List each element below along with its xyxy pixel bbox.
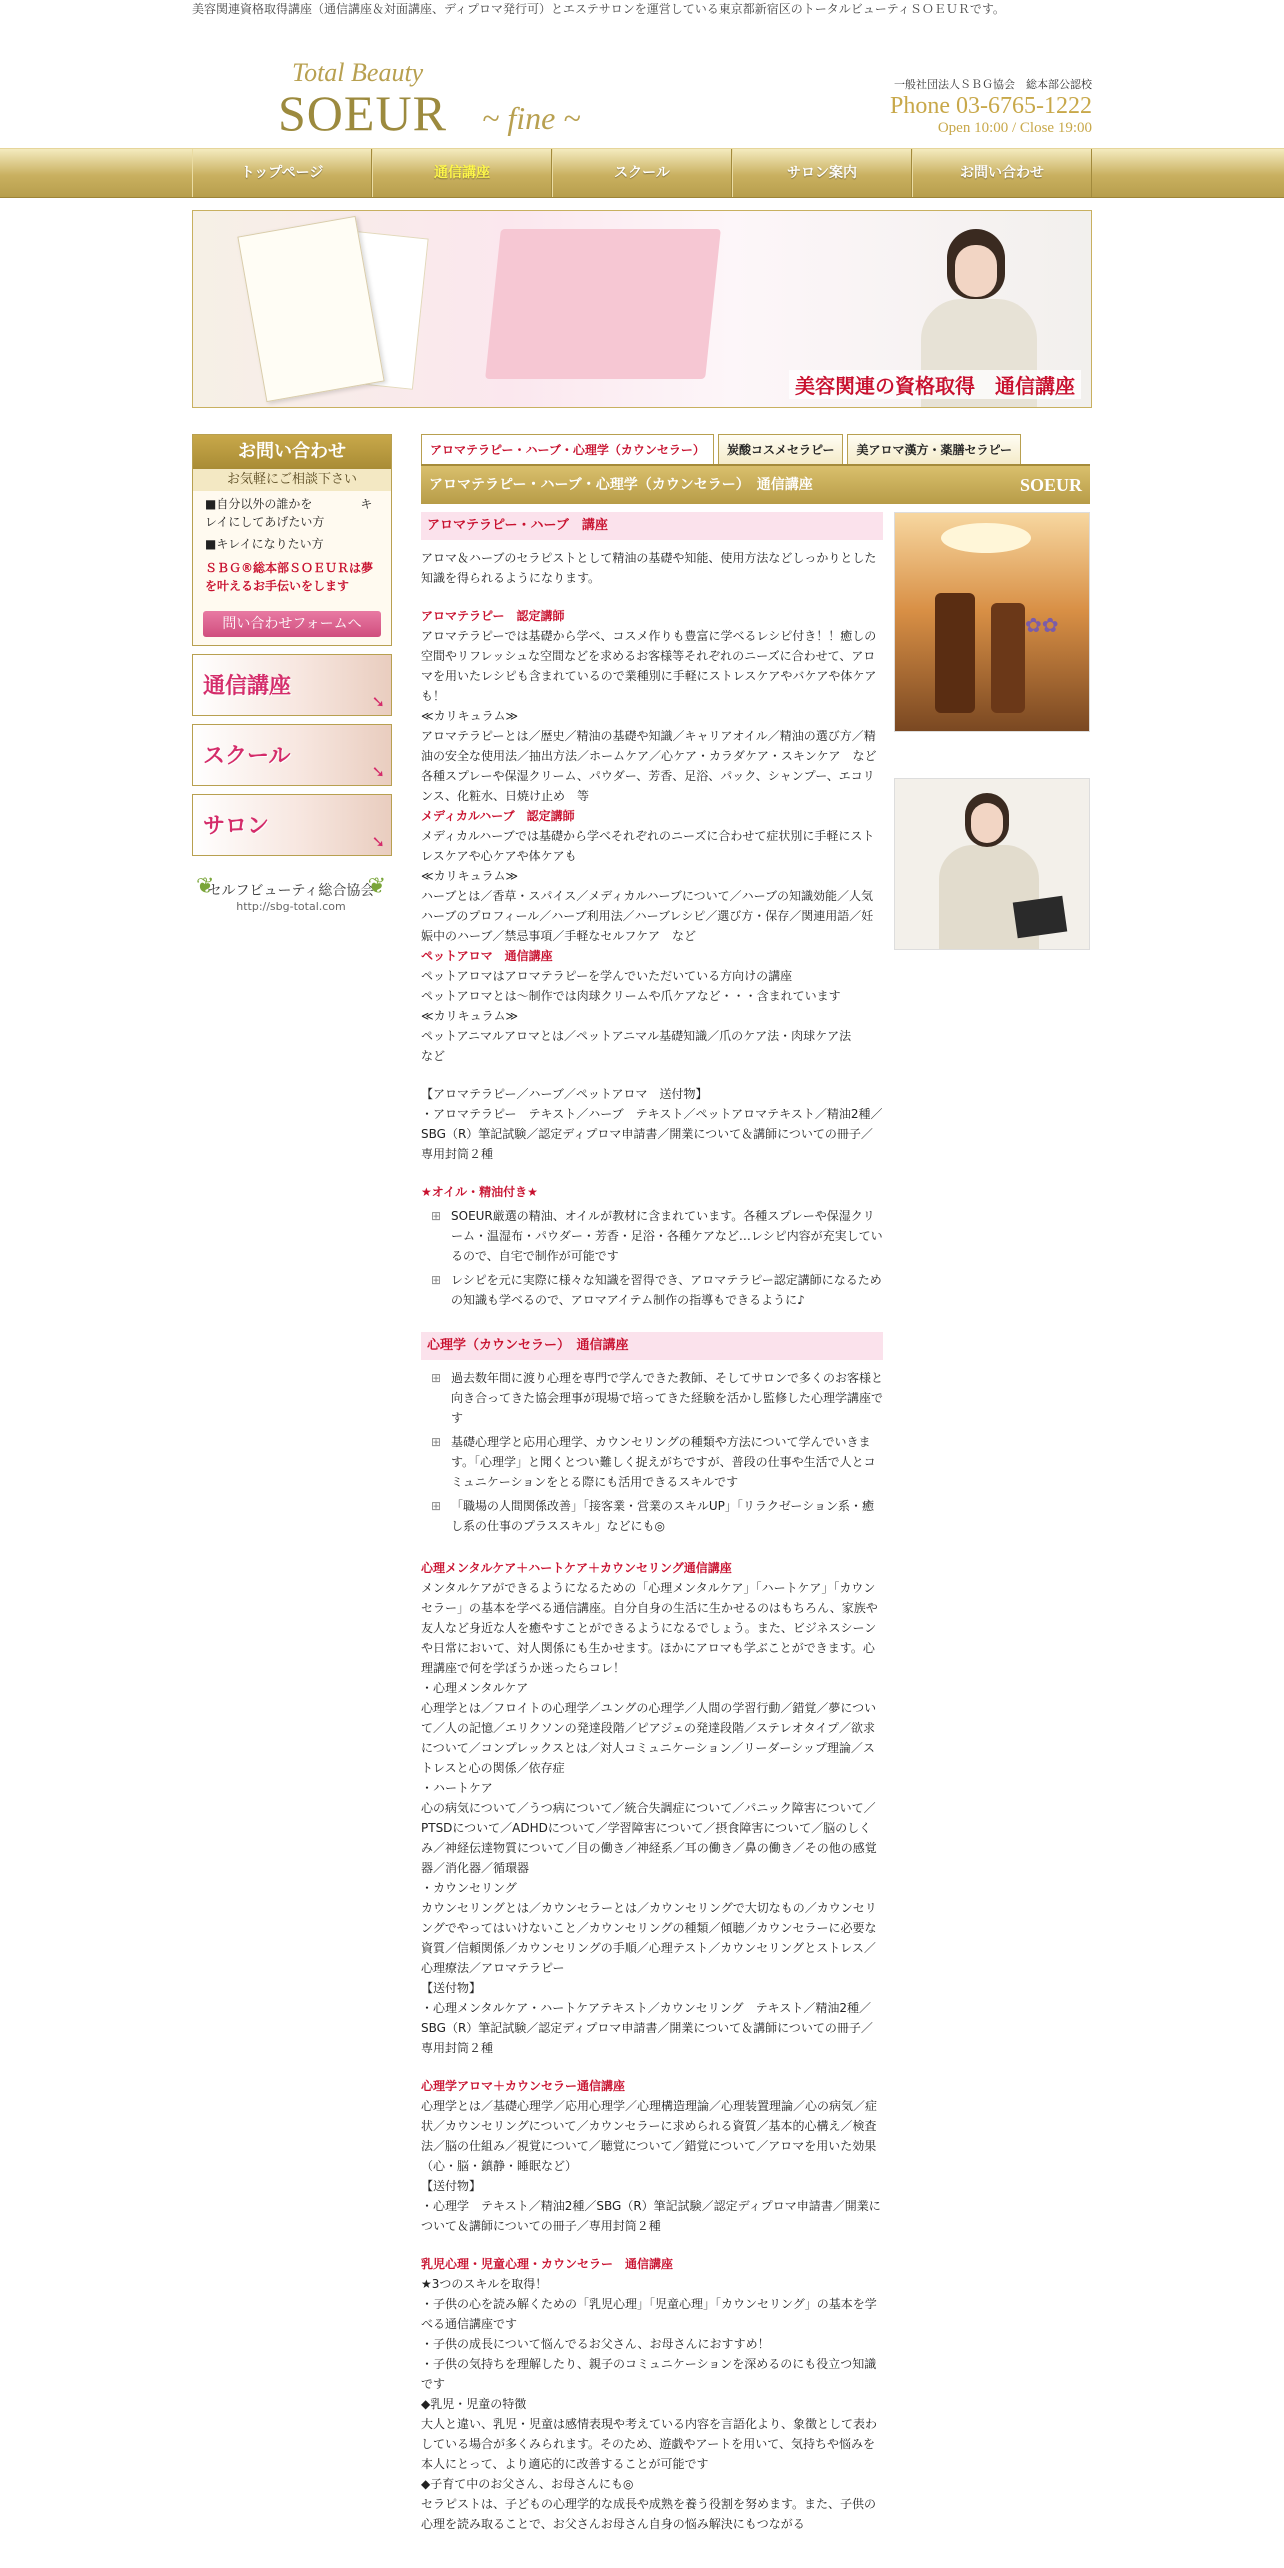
- title-logo-mark: SOEUR: [1019, 475, 1082, 495]
- section-heading-psychology: 心理学（カウンセラー） 通信講座: [421, 1332, 883, 1360]
- nav-salon[interactable]: サロン案内: [732, 149, 912, 197]
- inquiry-form-button[interactable]: 問い合わせフォームへ: [203, 611, 381, 637]
- tab-aroma-herb-psych[interactable]: アロマテラピー・ハーブ・心理学（カウンセラー）: [421, 434, 714, 464]
- association-name: セルフビューティ総合協会: [207, 883, 375, 899]
- header-hours: Open 10:00 / Close 19:00: [937, 120, 1092, 136]
- pet-aroma-body: ペットアロマはアロマテラピーを学んでいただいている方向けの講座 ペットアロマとは～制作では肉球クリームや爪ケアなど・・・含まれています ≪カリキュラム≫ ペットアニマルアロマとは／ペットアニマル基礎知識／爪のケア法・肉球ケア法 など: [421, 969, 852, 1063]
- aroma-intro: アロマ＆ハーブのセラピストとして精油の基礎や知能、使用方法などしっかりとした知識を得られるようになります。: [421, 551, 877, 585]
- aroma-oil-photo: [894, 512, 1090, 732]
- inquiry-subtitle: お気軽にご相談下さい: [193, 469, 391, 491]
- cosmetics-image: [485, 229, 721, 379]
- oil-included-heading: ★オイル・精油付き★: [421, 1185, 538, 1199]
- laurel-left-icon: ❦: [196, 874, 215, 899]
- logo-soeur: SOEUR: [278, 85, 447, 141]
- herb-instructor-heading: メディカルハーブ 認定講師: [421, 809, 575, 823]
- global-nav: [0, 148, 1284, 198]
- oil-feature-list: [421, 1206, 883, 1310]
- inquiry-line-1: ■自分以外の誰かを キレイにしてあげたい方: [205, 497, 373, 529]
- mental-care-heading: 心理メンタルケア＋ハートケア＋カウンセリング通信講座: [421, 1561, 732, 1575]
- main-content: [421, 434, 1090, 2534]
- arrow-icon: ➘: [371, 762, 385, 781]
- sidebar-button-salon[interactable]: [192, 794, 392, 856]
- child-psych-body: ★3つのスキルを取得！ ・子供の心を読み解くための「乳児心理」「児童心理」「カウンセリング」の基本を学べる通信講座です ・子供の成長について悩んでるお父さん、お母さんにおすすめ！ ・子供の気持ちを理解したり、親子のコミュニケーションを深めるのにも役立つ知識です ◆乳児・児童の特徴 大人と違い、乳児・児童は感情表現や考えている内容を言語化より、象徴として表わしている場合が多くみられます。そのため、遊戯やアートを用いて、気持ちや悩みを本人にとって、より適応的に改善することが可能です ◆子育て中のお父さん、お母さんにも◎ セラピストは、子どもの心理学的な成長や成熟を養う役割を努めます。また、子供の心理を読み取ることで、お父さんお母さん自身の悩み解決にもつながる: [421, 2277, 878, 2531]
- section-heading-aroma: アロマテラピー・ハーブ 講座: [421, 512, 883, 540]
- nav-contact[interactable]: お問い合わせ: [912, 149, 1092, 197]
- logo-fine: ~ fine ~: [482, 100, 581, 136]
- sidebar-button-label: 通信講座: [203, 674, 292, 699]
- nav-school[interactable]: スクール: [552, 149, 732, 197]
- inquiry-box: [192, 434, 392, 646]
- arrow-icon: ➘: [371, 692, 385, 711]
- sidebar-button-label: スクール: [203, 744, 291, 769]
- course-content: [421, 512, 1090, 2534]
- aroma-shipping-items: 【アロマテラピー／ハーブ／ペットアロマ 送付物】 ・アロマテラピー テキスト／ハーブ テキスト／ペットアロマテキスト／精油2種／SBG（R）筆記試験／認定ディプロマ申請書／開業について＆講師についての冊子／専用封筒２種: [421, 1087, 883, 1161]
- list-item: ⊞ 過去数年間に渡り心理を専門で学んできた教師、そしてサロンで多くのお客様と向き合ってきた協会理事が現場で培ってきた経験を活かし監修した心理学講座です: [421, 1368, 883, 1428]
- aroma-instructor-body: アロマテラピーでは基礎から学べ、コスメ作りも豊富に学べるレシピ付き！！癒しの空間やリフレッシュな空間などを求めるお客様等それぞれのニーズに合わせて、アロマを用いたレシピも含まれているので業種別に手軽にストレスケアやバケアや体ケアも！ ≪カリキュラム≫ アロマテラピーとは／歴史／精油の基礎や知識／キャリアオイル／精油の選び方／精油の安全な使用法／抽出方法／ホームケア／心ケア・カラダケア・スキンケア など 各種スプレーや保湿クリーム、パウダー、芳香、足浴、パック、シャンプー、エコリンス、化粧水、日焼け止め 等: [421, 629, 877, 803]
- psychology-feature-list: [421, 1368, 883, 1536]
- psych-aroma-body: 心理学とは／基礎心理学／応用心理学／心理構造理論／心理装置理論／心の病気／症状／カウンセリングについて／カウンセラーに求められる資質／基本的心構え／検査法／脳の仕組み／視覚について／聴覚について／錯覚について／アロマを用いた効果（心・脳・鎮静・睡眠など） 【送付物】 ・心理学 テキスト／精油2種／SBG（R）筆記試験／認定ディプロマ申請書／開業について＆講師についての冊子／専用封筒２種: [421, 2099, 881, 2233]
- counselor-photo: [894, 778, 1090, 950]
- sidebar-button-correspondence[interactable]: [192, 654, 392, 716]
- sidebar: [192, 434, 392, 930]
- list-item: ⊞ 「職場の人間関係改善」「接客業・営業のスキルUP」「リラクゼーション系・癒し系の仕事のプラススキル」などにも◎: [421, 1496, 883, 1536]
- association-banner[interactable]: [192, 870, 390, 930]
- hero-caption: 美容関連の資格取得 通信講座: [789, 370, 1081, 399]
- tab-carbonated-cosme[interactable]: 炭酸コスメセラピー: [718, 434, 844, 464]
- lavender-icon: ✿✿: [1025, 613, 1059, 637]
- nav-correspondence[interactable]: 通信講座: [372, 149, 552, 197]
- arrow-icon: ➘: [371, 832, 385, 851]
- association-url: http://sbg-total.com: [236, 900, 346, 913]
- psych-aroma-heading: 心理学アロマ＋カウンセラー通信講座: [421, 2079, 626, 2093]
- list-item: ⊞ レシピを元に実際に様々な知識を習得でき、アロマテラピー認定講師になるための知識も学べるので、アロマアイテム制作の指導もできるように♪: [421, 1270, 883, 1310]
- list-item: ⊞ SOEUR厳選の精油、オイルが教材に含まれています。各種スプレーや保湿クリーム・温湿布・パウダー・芳香・足浴・各種ケアなど…レシピ内容が充実しているので、自宅で制作が可能です: [421, 1206, 883, 1266]
- pet-aroma-heading: ペットアロマ 通信講座: [421, 949, 553, 963]
- content-column: [421, 512, 883, 2534]
- aroma-instructor-heading: アロマテラピー 認定講師: [421, 609, 565, 623]
- inquiry-line-2: ■キレイになりたい方: [205, 537, 324, 551]
- sidebar-button-label: サロン: [203, 814, 270, 839]
- header-contact: [890, 76, 1092, 137]
- page-title-bar: [421, 464, 1090, 504]
- site-logo[interactable]: [192, 48, 612, 140]
- page-title: アロマテラピー・ハーブ・心理学（カウンセラー） 通信講座: [429, 477, 813, 493]
- inquiry-highlight: ＳＢＧ®総本部ＳＯＥＵＲは夢を叶えるお手伝いをします: [205, 561, 374, 593]
- inquiry-title: お問い合わせ: [193, 435, 391, 469]
- hero-banner: [192, 210, 1092, 408]
- sidebar-button-school[interactable]: [192, 724, 392, 786]
- logo-total-beauty: Total Beauty: [292, 58, 424, 87]
- course-tabs: [421, 434, 1090, 464]
- herb-instructor-body: メディカルハーブでは基礎から学べそれぞれのニーズに合わせて症状別に手軽にストレスケアや心ケアや体ケアも ≪カリキュラム≫ ハーブとは／香草・スパイス／メディカルハーブについて／ハーブの知識効能／人気ハーブのプロフィール／ハーブ利用法／ハーブレシピ／選び方・保存／関連用語／妊娠中のハーブ／禁忌事項／手軽なセルフケア など: [421, 829, 875, 943]
- laurel-right-icon: ❦: [367, 874, 386, 899]
- header-org: 一般社団法人ＳＢＧ協会 総本部公認校: [894, 78, 1092, 91]
- child-psych-heading: 乳児心理・児童心理・カウンセラー 通信講座: [421, 2257, 674, 2271]
- nav-top[interactable]: トップページ: [192, 149, 372, 197]
- header-phone[interactable]: Phone 03-6765-1222: [890, 93, 1092, 119]
- mental-care-body: メンタルケアができるようになるための「心理メンタルケア」「ハートケア」「カウンセラー」の基本を学べる通信講座。自分自身の生活に生かせるのはもちろん、家族や友人など身近な人を癒やすことができるようになるでしょう。また、ビジネスシーンや日常において、対人関係にも生かせます。ほかにアロマも学ぶことができます。心理講座で何を学ぼうか迷ったらコレ！ ・心理メンタルケア 心理学とは／フロイトの心理学／ユングの心理学／人間の学習行動／錯覚／夢について／人の記憶／エリクソンの発達段階／ピアジェの発達段階／ステレオタイプ／欲求について／コンプレックスとは／対人コミュニケーション／リーダーシップ理論／ストレスと心の関係／依存症 ・ハートケア 心の病気について／うつ病について／統合失調症について／パニック障害について／PTSDについて／ADHDについて／学習障害について／摂食障害について／脳のしくみ／神経伝達物質について／目の働き／神経系／耳の働き／鼻の働き／その他の感覚器／消化器／循環器 ・カウンセリング カウンセリングとは／カウンセラーとは／カウンセリングで大切なもの／カウンセリングでやってはいけないこと／カウンセリングの種類／傾聴／カウンセラーに必要な資質／信頼関係／カウンセリングの手順／心理テスト／カウンセリングとストレス／心理療法／アロマテラピー 【送付物】 ・心理メンタルケア・ハートケアテキスト／カウンセリング テキスト／精油2種／SBG（R）筆記試験／認定ディプロマ申請書／開業について＆講師についての冊子／専用封筒２種: [421, 1581, 878, 2055]
- site-tagline: 美容関連資格取得講座（通信講座＆対面講座、ディプロマ発行可）とエステサロンを運営している東京都新宿区のトータルビューティＳＯＥＵＲです。: [192, 2, 1005, 16]
- tab-kampo-yakuzen[interactable]: 美アロマ漢方・薬膳セラピー: [847, 434, 1021, 464]
- list-item: ⊞ 基礎心理学と応用心理学、カウンセリングの種類や方法について学んでいきます。「心理学」と聞くとつい難しく捉えがちですが、普段の仕事や生活で人とコミュニケーションをとる際にも活用できるスキルです: [421, 1432, 883, 1492]
